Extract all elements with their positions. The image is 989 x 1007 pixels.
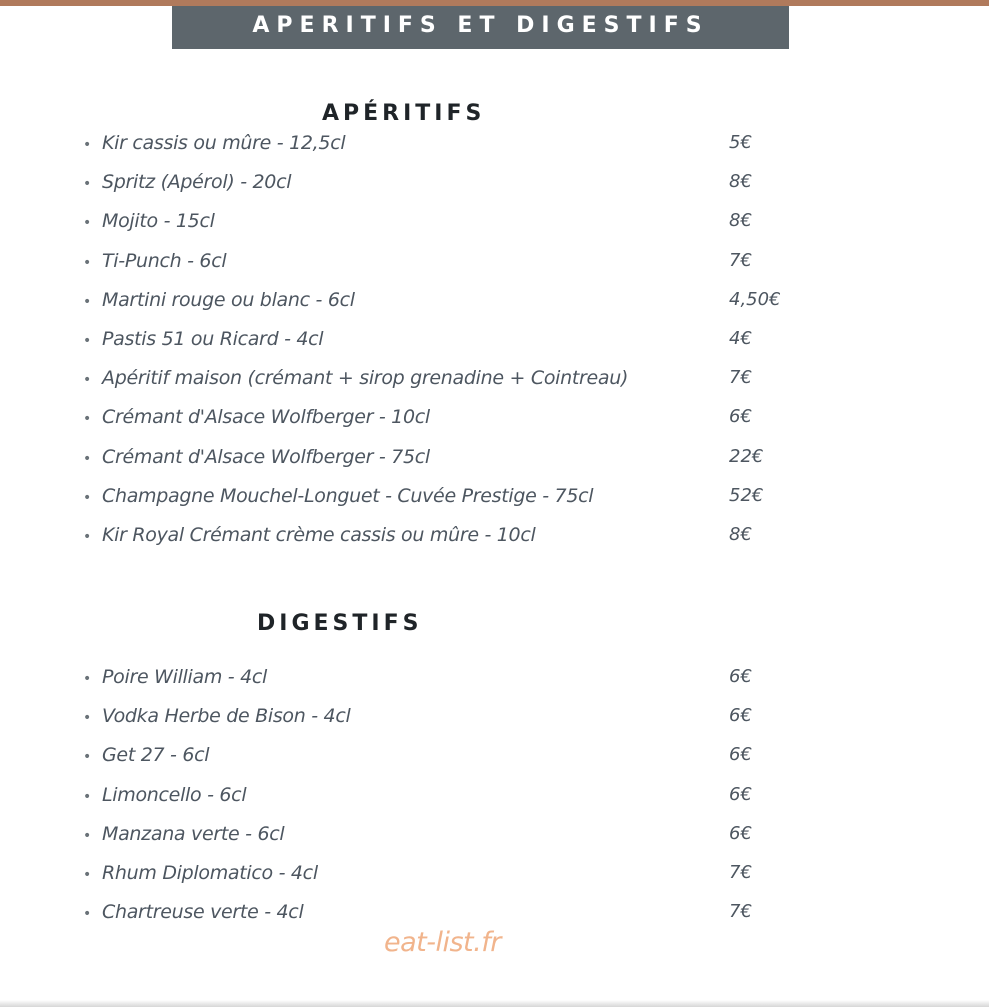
bullet-icon: • [83, 332, 92, 349]
item-price: 6€ [729, 744, 752, 766]
bullet-icon: • [83, 215, 92, 232]
bullet-icon: • [83, 749, 92, 766]
item-price: 7€ [729, 861, 752, 883]
bullet-icon: • [83, 372, 92, 389]
bullet-icon: • [83, 906, 92, 923]
item-name: Kir cassis ou mûre - 12,5cl [102, 132, 346, 154]
list-item [80, 781, 840, 820]
list-item [80, 443, 840, 482]
item-name: Crémant d'Alsace Wolfberger - 10cl [102, 406, 430, 429]
item-name: Pastis 51 ou Ricard - 4cl [102, 327, 324, 350]
section-title-digestifs: DIGESTIFS [257, 611, 423, 636]
bullet-icon: • [83, 489, 92, 506]
list-item [80, 741, 840, 780]
list-item [80, 247, 840, 286]
item-price: 6€ [729, 705, 752, 727]
list-item [80, 663, 840, 702]
list-item [80, 364, 840, 403]
item-price: 6€ [729, 783, 752, 805]
list-item [80, 325, 840, 364]
item-price: 7€ [729, 367, 752, 389]
section-title-aperitifs: APÉRITIFS [322, 101, 486, 126]
list-item [80, 403, 840, 442]
item-price: 4,50€ [729, 288, 781, 310]
list-item [80, 859, 840, 898]
item-price: 22€ [729, 445, 764, 467]
item-price: 5€ [729, 132, 752, 153]
bullet-icon: • [83, 710, 92, 727]
item-name: Ti-Punch - 6cl [102, 249, 227, 272]
bullet-icon: • [83, 411, 92, 428]
digestifs-list [80, 663, 840, 937]
item-price: 7€ [729, 901, 752, 923]
bullet-icon: • [83, 254, 92, 271]
item-name: Vodka Herbe de Bison - 4cl [102, 705, 351, 728]
item-name: Rhum Diplomatico - 4cl [102, 861, 318, 884]
item-name: Spritz (Apérol) - 20cl [102, 171, 292, 194]
watermark-text: eat-list.fr [384, 927, 501, 958]
item-price: 4€ [729, 327, 752, 349]
bullet-icon: • [83, 827, 92, 844]
list-item [80, 129, 840, 168]
item-price: 8€ [729, 171, 752, 193]
bullet-icon: • [83, 293, 92, 310]
list-item [80, 521, 840, 560]
item-price: 6€ [729, 666, 752, 687]
item-name: Champagne Mouchel-Longuet - Cuvée Prestige - 75cl [102, 484, 594, 507]
item-price: 6€ [729, 822, 752, 844]
item-name: Chartreuse verte - 4cl [102, 901, 304, 924]
list-item [80, 820, 840, 859]
item-name: Apéritif maison (crémant + sirop grenadine + Cointreau) [102, 367, 629, 390]
item-name: Crémant d'Alsace Wolfberger - 75cl [102, 445, 430, 468]
item-name: Kir Royal Crémant crème cassis ou mûre - 10cl [102, 523, 536, 546]
item-name: Get 27 - 6cl [102, 744, 210, 767]
list-item [80, 702, 840, 741]
bullet-icon: • [83, 528, 92, 545]
list-item [80, 168, 840, 207]
item-price: 8€ [729, 210, 752, 232]
bullet-icon: • [83, 671, 92, 687]
aperitifs-list [80, 129, 840, 560]
bullet-icon: • [83, 137, 92, 153]
item-price: 7€ [729, 249, 752, 271]
item-price: 52€ [729, 484, 764, 506]
item-name: Limoncello - 6cl [102, 783, 247, 806]
bullet-icon: • [83, 788, 92, 805]
item-price: 6€ [729, 406, 752, 428]
bottom-edge [0, 1000, 989, 1007]
bullet-icon: • [83, 176, 92, 193]
list-item [80, 482, 840, 521]
item-name: Mojito - 15cl [102, 210, 215, 233]
item-name: Manzana verte - 6cl [102, 822, 285, 845]
bullet-icon: • [83, 450, 92, 467]
menu-banner-title: APERITIFS ET DIGESTIFS [172, 6, 789, 49]
item-name: Poire William - 4cl [102, 666, 268, 688]
item-price: 8€ [729, 523, 752, 545]
list-item [80, 207, 840, 246]
list-item [80, 286, 840, 325]
bullet-icon: • [83, 866, 92, 883]
item-name: Martini rouge ou blanc - 6cl [102, 288, 355, 311]
